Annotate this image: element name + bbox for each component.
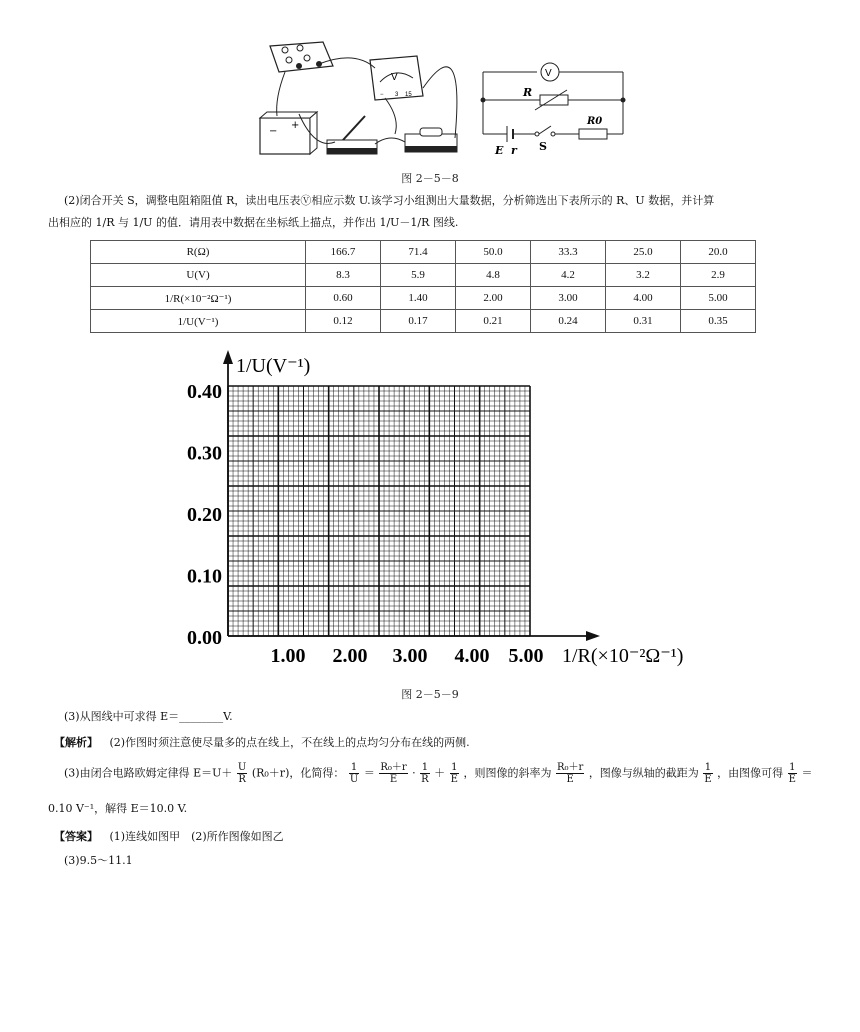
table-cell: 4.2 (531, 264, 606, 287)
table-cell: 8.3 (306, 264, 381, 287)
fraction-numerator: 1 (704, 762, 712, 773)
answer-tag: 【答案】 (54, 830, 98, 843)
fraction-denominator: E (389, 774, 398, 785)
x-tick-label: 3.00 (392, 645, 428, 667)
meter-tick-15: 15 (405, 92, 412, 98)
y-tick-label: 0.40 (187, 381, 222, 403)
wire (423, 67, 457, 138)
derivation-text: (R₀＋r)，化简得： (251, 766, 345, 780)
x-tick-label: 2.00 (332, 645, 368, 667)
x-axis-label: 1/R(×10⁻²Ω⁻¹) (562, 645, 684, 667)
battery-plus: + (291, 120, 300, 131)
table-cell: 0.21 (456, 310, 531, 333)
fraction-denominator: E (704, 774, 712, 785)
resistance-box (270, 42, 333, 72)
table-cell: 4.00 (606, 287, 681, 310)
circuit-schematic (481, 63, 626, 157)
x-tick-label: 1.00 (270, 645, 306, 667)
analysis-text: (2)作图时须注意使尽量多的点在线上，不在线上的点均匀分布在线的两侧. (109, 736, 470, 749)
derivation-text: ＝ (363, 766, 375, 780)
fraction-denominator: E (566, 774, 574, 785)
table-row (91, 310, 756, 333)
table-cell: 0.24 (531, 310, 606, 333)
graph-paper (170, 340, 730, 680)
table-row (91, 264, 756, 287)
y-tick-label: 0.00 (187, 627, 222, 649)
derivation-text: · (412, 766, 416, 780)
figure-caption-top: 图 2－5－8 (401, 172, 459, 185)
table-cell: 4.8 (456, 264, 531, 287)
table-row-header: R(Ω) (91, 241, 306, 264)
fraction-numerator: 1 (789, 762, 796, 773)
fraction-denominator: R (421, 774, 429, 785)
wire (375, 138, 405, 144)
table-cell: 2.00 (456, 287, 531, 310)
table-cell: 3.00 (531, 287, 606, 310)
voltmeter-letter: V (391, 72, 398, 83)
table-cell: 5.00 (681, 287, 756, 310)
fraction-denominator: R (238, 774, 246, 785)
y-tick-label: 0.20 (187, 504, 222, 526)
battery-minus: − (269, 126, 278, 137)
y-tick-label: 0.30 (187, 442, 222, 465)
fraction (556, 762, 584, 785)
y-axis-label: 1/U(V⁻¹) (236, 355, 311, 377)
fraction-denominator: E (788, 774, 796, 785)
derivation-text: ，则图像的斜率为 (463, 766, 552, 780)
derivation-text: ，由图像可得 (717, 766, 784, 780)
y-axis-arrow-icon (223, 350, 233, 364)
table-cell: 0.17 (381, 310, 456, 333)
fraction (237, 762, 247, 785)
fraction (450, 762, 459, 785)
data-table (90, 240, 756, 333)
table-cell: 3.2 (606, 264, 681, 287)
table-cell: 71.4 (381, 241, 456, 264)
x-tick-label: 4.00 (454, 645, 490, 667)
derivation-text: (3)由闭合电路欧姆定律得 E＝U＋ (64, 766, 233, 780)
table-cell: 2.9 (681, 264, 756, 287)
wire (385, 98, 396, 134)
analysis-tag: 【解析】 (54, 736, 98, 749)
meter-tick-minus: − (380, 92, 384, 98)
fraction-numerator: R₀＋r (380, 762, 407, 773)
table-row-header: 1/R(×10⁻²Ω⁻¹) (91, 287, 306, 310)
table-cell: 20.0 (681, 241, 756, 264)
resistor-board (405, 128, 457, 152)
table-cell: 0.35 (681, 310, 756, 333)
derivation-text: ＋ (434, 766, 446, 780)
table-cell: 0.12 (306, 310, 381, 333)
analysis-line (54, 732, 470, 754)
paragraph-2-line1: (2)闭合开关 S，调整电阻箱阻值 R，读出电压表Ⓥ相应示数 U.该学习小组测出大量数据，分析筛选出下表所示的 R、U 数据，并计算 (64, 194, 715, 207)
fraction-numerator: R₀＋r (556, 762, 584, 773)
table-cell: 1.40 (381, 287, 456, 310)
derivation-text: ，图像与纵轴的截距为 (588, 766, 699, 780)
fraction-numerator: U (237, 762, 247, 773)
x-tick-label: 5.00 (508, 645, 544, 667)
schematic-voltmeter-letter: V (545, 68, 552, 79)
table-row-header: U(V) (91, 264, 306, 287)
table-cell: 166.7 (306, 241, 381, 264)
table-row (91, 241, 756, 264)
table-cell: 25.0 (606, 241, 681, 264)
fraction-denominator: U (349, 774, 359, 785)
circuit-figure (255, 38, 635, 163)
fraction (349, 762, 359, 785)
table-cell: 0.31 (606, 310, 681, 333)
label-R0: R0 (587, 116, 603, 127)
meter-tick-3: 3 (395, 92, 399, 98)
fraction (788, 762, 797, 785)
x-tick-labels (271, 645, 544, 667)
question-3: (3)从图线中可求得 E＝________V. (64, 710, 233, 723)
label-R: R (523, 86, 533, 99)
switch-board (327, 116, 377, 154)
fraction (703, 762, 712, 785)
paragraph-2-line2: 出相应的 1/R 与 1/U 的值．请用表中数据在坐标纸上描点，并作出 1/U－1/R 图线. (48, 216, 459, 229)
table-cell: 5.9 (381, 264, 456, 287)
label-E: E (495, 144, 504, 157)
fraction-denominator: E (450, 774, 458, 785)
table-cell: 50.0 (456, 241, 531, 264)
y-tick-label: 0.10 (187, 565, 222, 588)
derivation-text: ＝ (801, 766, 813, 780)
fraction-numerator: 1 (349, 762, 359, 774)
fraction-numerator: 1 (451, 762, 458, 773)
table-cell: 0.60 (306, 287, 381, 310)
voltmeter-device (370, 56, 423, 100)
battery (260, 112, 317, 154)
answer-text: (1)连线如图甲 (2)所作图像如图乙 (109, 830, 284, 843)
wire (277, 72, 285, 116)
derivation-line1 (64, 762, 812, 785)
x-axis-arrow-icon (586, 631, 600, 641)
y-tick-labels (187, 381, 222, 649)
fraction (379, 762, 407, 785)
label-r: r (511, 144, 517, 157)
derivation-line2: 0.10 V⁻¹，解得 E＝10.0 V. (48, 802, 188, 815)
table-cell: 33.3 (531, 241, 606, 264)
answer-line (54, 826, 284, 848)
label-S: S (539, 140, 547, 153)
answer-line2: (3)9.5～11.1 (64, 854, 133, 867)
figure-caption-graph: 图 2－5－9 (401, 688, 459, 701)
table-row-header: 1/U(V⁻¹) (91, 310, 306, 333)
table-row (91, 287, 756, 310)
fraction (420, 762, 430, 785)
fraction-numerator: 1 (421, 762, 429, 773)
